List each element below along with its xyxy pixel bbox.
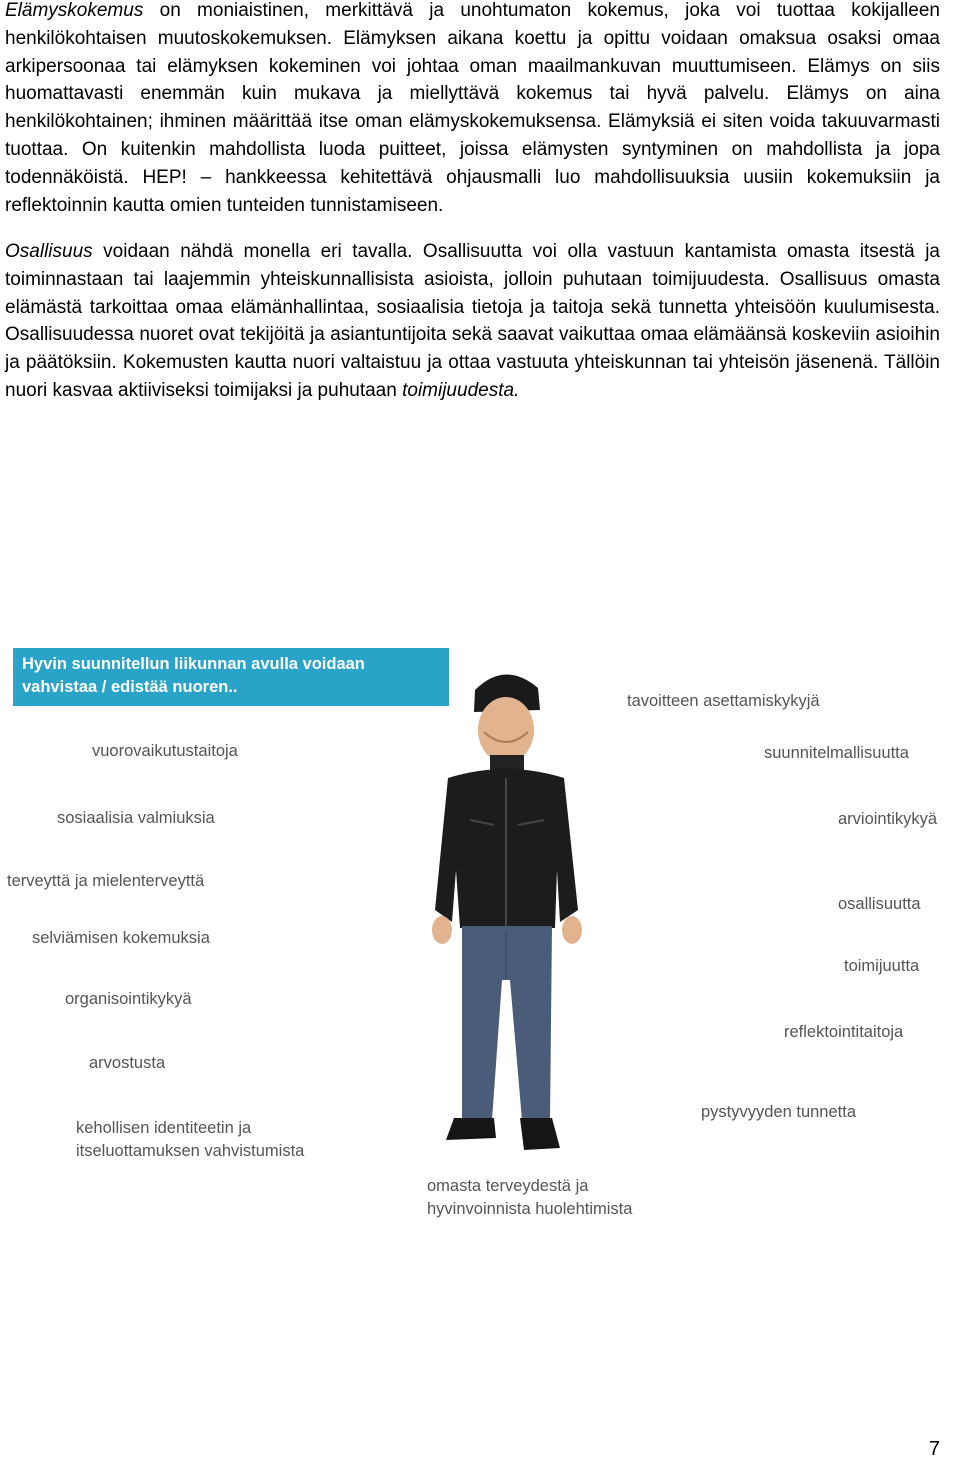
term-osallisuus: Osallisuus: [5, 241, 93, 262]
label-suunnitelmallisuutta: suunnitelmallisuutta: [764, 744, 909, 762]
label-arviointikykya: arviointikykyä: [838, 810, 938, 828]
label-arvostusta: arvostusta: [89, 1054, 166, 1072]
label-osallisuutta: osallisuutta: [838, 895, 921, 913]
label-itseluottamuksen: itseluottamuksen vahvistumista: [76, 1142, 305, 1160]
young-man-illustration: [410, 660, 600, 1210]
term-elamyskokemus: Elämyskokemus: [5, 0, 144, 21]
label-omasta-terveydesta: omasta terveydestä ja: [427, 1177, 589, 1195]
label-kehollisen-identiteetin: kehollisen identiteetin ja: [76, 1119, 252, 1137]
label-reflektointitaitoja: reflektointitaitoja: [784, 1023, 904, 1041]
figure-banner: [13, 648, 449, 706]
label-vuorovaikutustaitoja: vuorovaikutustaitoja: [92, 742, 238, 760]
banner-line-2: vahvistaa / edistää nuoren..: [22, 678, 238, 696]
page-number: 7: [928, 1438, 940, 1460]
paragraph-elamyskokemus: [5, 0, 940, 219]
label-terveytta: terveyttä ja mielenterveyttä: [7, 872, 205, 890]
label-organisointikykya: organisointikykyä: [65, 990, 192, 1008]
label-pystyvyyden-tunnetta: pystyvyyden tunnetta: [701, 1103, 857, 1121]
banner-line-1: Hyvin suunnitellun liikunnan avulla voidaan: [22, 655, 365, 673]
paragraph-osallisuus: [5, 238, 940, 405]
youth-exercise-figure: [0, 640, 960, 1240]
label-tavoitteen-asettamiskykyja: tavoitteen asettamiskykyjä: [627, 692, 820, 710]
label-selviamisen-kokemuksia: selviämisen kokemuksia: [32, 929, 210, 947]
paragraph-text: on moniaistinen, merkittävä ja unohtumaton kokemus, joka voi tuottaa kokijalleen henkilökohtaisen muutoskokemuksen. Elämyksen aikana koettu ja opittu voidaan omaksua osaksi omaa arkipersoonaa tai elämyksen kokeminen voi johtaa oman maailmankuvan muuttumiseen. Elämys on siis huomattavasti enemmän kuin mukava ja miellyttävä kokemus tai hyvä palvelu. Elämys on aina henkilökohtainen; ihminen määrittää itse oman elämyskokemuksensa. Elämyksiä ei siten voida takuuvarmasti tuottaa. On kuitenkin mahdollista luoda puitteet, joissa elämysten syntyminen on mahdollista ja jopa todennäköistä. HEP! – hankkeessa kehitettävä ohjausmalli luo mahdollisuuksia uusiin kokemuksiin ja reflektoinnin kautta omien tunteiden tunnistamiseen.: [5, 0, 940, 216]
paragraph-text: voidaan nähdä monella eri tavalla. Osallisuutta voi olla vastuun kantamista omasta itsestä ja toiminnastaan tai laajemmin yhteiskunnallisista asioista, jolloin puhutaan toimijuudesta. Osallisuus omasta elämästä tarkoittaa omaa elämänhallintaa, sosiaalisia tietoja ja taitoja sekä tunnetta yhteisöön kuulumisesta. Osallisuudessa nuoret ovat tekijöitä ja asiantuntijoita sekä saavat vaikuttaa omaa elämäänsä koskeviin asioihin ja päätöksiin. Kokemusten kautta nuori valtaistuu ja ottaa vastuuta yhteiskunnan tai yhteisön jäsenenä. Tällöin nuori kasvaa aktiiviseksi toimijaksi ja puhutaan: [5, 241, 940, 401]
label-sosiaalisia-valmiuksia: sosiaalisia valmiuksia: [57, 809, 215, 827]
label-hyvinvoinnista: hyvinvoinnista huolehtimista: [427, 1200, 633, 1218]
label-toimijuutta: toimijuutta: [844, 957, 920, 975]
term-toimijuudesta: toimijuudesta.: [402, 379, 520, 401]
